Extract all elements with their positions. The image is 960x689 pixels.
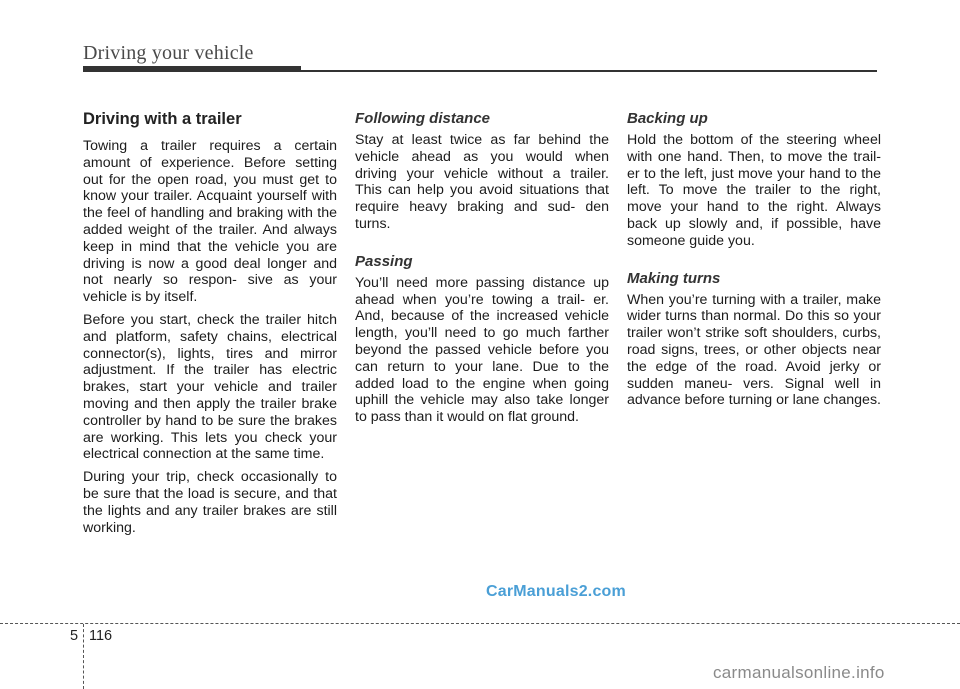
column-right bbox=[627, 110, 881, 415]
section-spacer bbox=[627, 256, 881, 270]
paragraph: Before you start, check the trailer hitch and platform, safety chains, electrical connector(s), lights, tires and mirror adjustment. If the trailer has electric brakes, start your vehicle and trailer moving and then apply the trailer brake controller by hand to be sure the brakes are working. This lets you check your electrical connection at the same time. bbox=[83, 311, 337, 463]
chapter-number: 5 bbox=[70, 628, 79, 644]
heading-passing: Passing bbox=[355, 252, 413, 270]
paragraph: You’ll need more passing distance up ahead when you’re towing a trail- er. And, because of the increased vehicle length, you’ll need to go much farther beyond the passed vehicle before you can return to your lane. Due to the added load to the engine when going uphill the vehicle may also take longer to pass than it would on flat ground. bbox=[355, 274, 609, 426]
heading-making-turns: Making turns bbox=[627, 269, 721, 287]
heading-driving-with-trailer: Driving with a trailer bbox=[83, 110, 242, 128]
section-spacer bbox=[355, 239, 609, 253]
paragraph: During your trip, check occasionally to be sure that the load is secure, and that the lights and any trailer brakes are still working. bbox=[83, 469, 337, 536]
footer-site-watermark: carmanualsonline.info bbox=[713, 663, 885, 682]
column-left bbox=[83, 110, 337, 542]
column-middle bbox=[355, 110, 609, 432]
paragraph: When you’re turning with a trailer, make wider turns than normal. Do this so your trailer won’t strike soft shoulders, curbs, road signs, trees, or other objects near the edge of the road. Avoid jerky or sudden maneu- vers. Signal well in advance before turning or lane changes. bbox=[627, 291, 881, 409]
watermark-link[interactable]: CarManuals2.com bbox=[486, 583, 626, 600]
header-rule-thick bbox=[83, 66, 301, 72]
heading-backing-up: Backing up bbox=[627, 110, 708, 127]
page-number: 116 bbox=[89, 628, 113, 644]
paragraph: Hold the bottom of the steering wheel with one hand. Then, to move the trail- er to the left, just move your hand to the left. To move the trailer to the right, move your hand to the right. Always back up slowly and, if possible, have someone guide you. bbox=[627, 132, 881, 249]
footer-dashed-rule bbox=[0, 623, 960, 624]
paragraph: Towing a trailer requires a certain amount of experience. Before setting out for the open road, you must get to know your trailer. Acquaint yourself with the feel of handling and braking with the added weight of the trailer. And always keep in mind that the vehicle you are driving is now a good deal longer and not nearly so respon- sive as your vehicle is by itself. bbox=[83, 138, 337, 306]
header-rule-thin bbox=[301, 70, 877, 72]
section-title: Driving your vehicle bbox=[83, 42, 254, 64]
heading-following-distance: Following distance bbox=[355, 110, 491, 127]
paragraph: Stay at least twice as far behind the vehicle ahead as you would when driving your vehicle without a trailer. This can help you avoid situations that require heavy braking and sud- den turns. bbox=[355, 132, 609, 232]
footer-vertical-rule bbox=[83, 624, 84, 689]
